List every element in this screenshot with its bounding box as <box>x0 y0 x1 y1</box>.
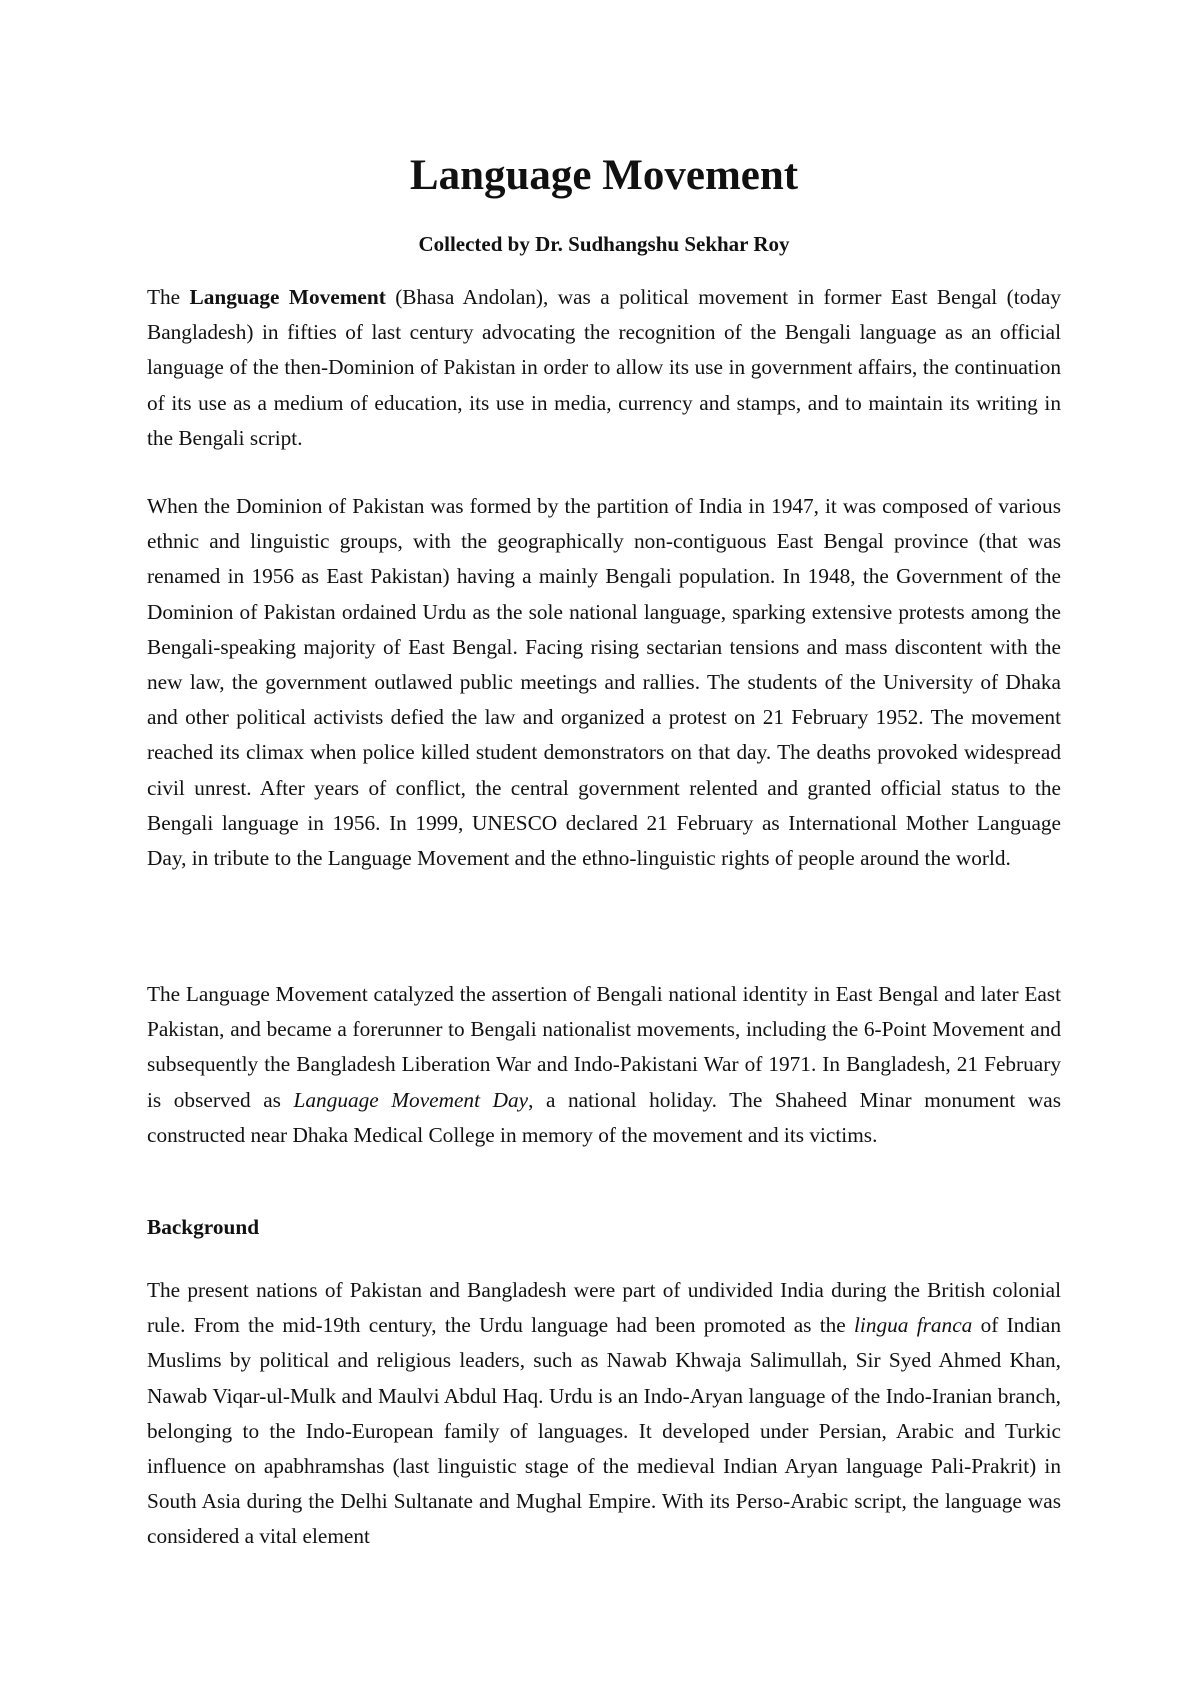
paragraph-intro-start: The <box>147 285 190 309</box>
author-byline: Collected by Dr. Sudhangshu Sekhar Roy <box>418 232 790 256</box>
paragraph-legacy-rest: , a national holiday. The Shaheed Minar monument was constructed near Dhaka Medical College in memory of the movement and its victims. <box>147 1087 1061 1147</box>
paragraph-background-rest: of Indian Muslims by political and religious leaders, such as Nawab Khwaja Salimullah, Sir Syed Ahmed Khan, Nawab Viqar-ul-Mulk and Maulvi Abdul Haq. Urdu is an Indo-Aryan language of the Indo-Iranian branch, belonging to the Indo-European family of languages. It developed under Persian, Arabic and Turkic influence on apabhramshas (last linguistic stage of the medieval Indian Aryan language Pali-Prakrit) in South Asia during the Delhi Sultanate and Mughal Empire. With its Perso-Arabic script, the language was considered a vital element <box>147 1313 1062 1549</box>
paragraph-background-start: The present nations of Pakistan and Bangladesh were part of undivided India during the British colonial rule. From the mid-19th century, the Urdu language had been promoted as the <box>147 1278 1061 1338</box>
paragraph-history: When the Dominion of Pakistan was formed by the partition of India in 1947, it was composed of various ethnic and linguistic groups, with the geographically non-contiguous East Bengal province (that was renamed in 1956 as East Pakistan) having a mainly Bengali population. In 1948, the Government of the Dominion of Pakistan ordained Urdu as the sole national language, sparking extensive protests among the Bengali-speaking majority of East Bengal. Facing rising sectarian tensions and mass discontent with the new law, the government outlawed public meetings and rallies. The students of the University of Dhaka and other political activists defied the law and organized a protest on 21 February 1952. The movement reached its climax when police killed student demonstrators on that day. The deaths provoked widespread civil unrest. After years of conflict, the central government relented and granted official status to the Bengali language in 1956. In 1999, UNESCO declared 21 February as International Mother Language Day, in tribute to the Language Movement and the ethno-linguistic rights of people around the world. <box>147 494 1061 871</box>
paragraph-legacy <box>147 977 1061 1153</box>
bold-term-language-movement: Language Movement <box>189 285 386 309</box>
italic-term-language-movement-day: Language Movement Day <box>293 1087 529 1112</box>
italic-term-lingua-franca: lingua franca <box>854 1313 973 1338</box>
paragraph-intro <box>147 280 1061 456</box>
paragraph-legacy-start: The Language Movement catalyzed the assertion of Bengali national identity in East Bengal and later East Pakistan, and became a forerunner to Bengali nationalist movements, including the 6-Point Movement and subsequently the Bangladesh Liberation War and Indo-Pakistani War of 1971. In Bangladesh, 21 February is observed as <box>147 982 1061 1112</box>
document-page <box>147 0 1061 1696</box>
paragraph-intro-rest: (Bhasa Andolan), was a political movement in former East Bengal (today Bangladesh) in fifties of last century advocating the recognition of the Bengali language as an official language of the then-Dominion of Pakistan in order to allow its use in government affairs, the continuation of its use as a medium of education, its use in media, currency and stamps, and to maintain its writing in the Bengali script. <box>147 285 1062 450</box>
section-heading-background: Background <box>147 1215 260 1239</box>
document-title: Language Movement <box>409 152 799 199</box>
paragraph-background <box>147 1273 1061 1555</box>
